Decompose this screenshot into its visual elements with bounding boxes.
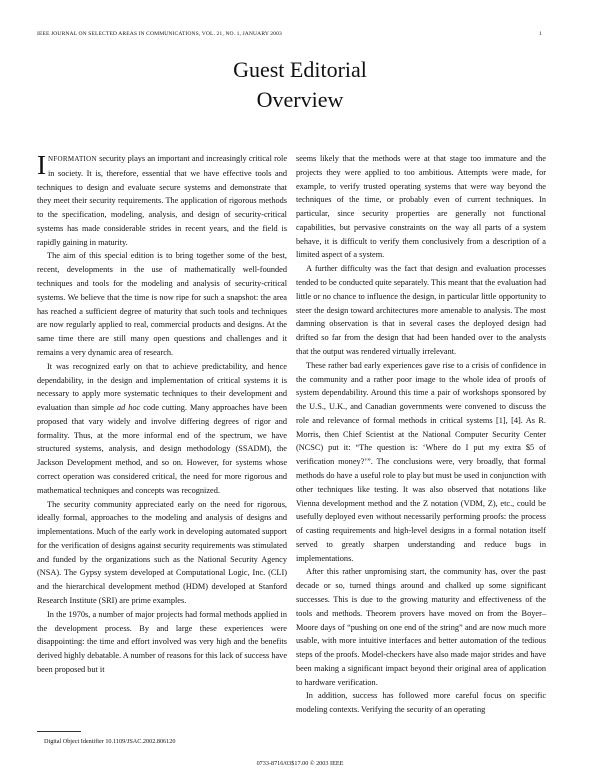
title-line-1: Guest Editorial — [233, 57, 367, 82]
right-column — [296, 152, 546, 717]
paragraph-8: These rather bad early experiences gave rise to a crisis of confidence in the community and a rather poor image to the whole idea of proofs of system dependability. Around this time a pair of workshops sponsored by the U.S., U.K., and Canadian governments were convened to discuss the role and relevance of formal methods in critical systems [1], [4]. As R. Morris, then Chief Scientist at the National Computer Security Center (NCSC) put it: “The question is: ‘Where do I put my extra $5 of verification money?’”. The conclusions were, very broadly, that formal methods do have a useful role to play but must be used in conjunction with other techniques like testing. It was also observed that notations like Vienna development method and the Z notation (VDM, Z), etc., could be usefully deployed even without necessarily performing proofs: the process of casting requirements and high-level designs in a formal notation itself served to greatly sharpen understanding and reduce bugs in implementations. — [296, 360, 546, 563]
title-line-2: Overview — [256, 87, 344, 112]
journal-header: IEEE JOURNAL ON SELECTED AREAS IN COMMUNICATIONS, VOL. 21, NO. 1, JANUARY 2003 — [37, 31, 282, 37]
paragraph-10: In addition, success has followed more careful focus on specific modeling contexts. Verifying the security of an operating — [296, 691, 546, 715]
paragraph-2: The aim of this special edition is to bring together some of the best, recent, developments in the use of mathematically well-founded techniques and tools for the modeling and analysis of security-critical systems. We believe that the time is now ripe for such a snapshot: the area has reached a sufficient degree of maturity that such tools and techniques are now regularly applied to real, commercial products and designs. At the same time there are still many open questions and challenges and it remains a very dynamic area of research. — [37, 251, 287, 357]
paragraph-7: A further difficulty was the fact that design and evaluation processes tended to be conducted quite separately. This meant that the evaluation had little or no chance to influence the design, in particular little opportunity to steer the design toward architectures more amenable to analysis. The most damning observation is that in several cases the deployed design had drifted so far from the design that had been handed over to the analysts that the output was rendered virtually irrelevant. — [296, 264, 546, 356]
paragraph-1 — [37, 152, 287, 249]
footnote-rule — [37, 731, 81, 732]
paragraph-9: After this rather unpromising start, the community has, over the past decade or so, turned things around and chalked up some significant successes. This is due to the growing maturity and effectiveness of the tools and methods. Theorem provers have moved on from the Boyer–Moore days of “pushing on one end of the string” and are now much more usable, with more intuitive interfaces and better automation of the tedious steps of the proofs. Model-checkers have also made major strides and have been making a significant impact beyond their original area of application to hardware verification. — [296, 567, 546, 687]
drop-cap: I — [37, 150, 46, 180]
running-header — [37, 31, 542, 37]
lead-smallcaps: NFORMATION — [48, 155, 97, 163]
paragraph-3-text-a: It was recognized early on that to achieve predictability, and hence dependability, in the design and implementation of critical systems it is necessary to apply more systematic techniques to their development and evaluation than simple — [37, 361, 287, 413]
copyright-footer: 0733-8716/03$17.00 © 2003 IEEE — [256, 760, 344, 767]
left-column — [37, 152, 287, 677]
page-number: 1 — [539, 31, 542, 37]
paragraph-4: The security community appreciated early on the need for rigorous, ideally formal, approaches to the modeling and analysis of designs and implementations. Much of the early work in developing automated support for the verification of designs against security requirements was stimulated and funded by the organizations such as the National Security Agency (NSA). The Gypsy system developed at Computational Logic, Inc. (CLI) and the hierarchical development method (HDM) developed at Stanford Research Institute (SRI) are prime examples. — [37, 499, 287, 605]
paragraph-1-text: security plays an important and increasingly critical role in society. It is, therefore, essential that we have effective tools and techniques to design and evaluate secure systems and demonstrate that they meet their security requirements. The application of rigorous methods to the specification, modeling, analysis, and design of security-critical systems has made considerable strides in recent years, and the field is rapidly gaining in maturity. — [37, 154, 287, 247]
doi-footnote: Digital Object Identifier 10.1109/JSAC.2002.806120 — [44, 738, 176, 745]
paragraph-3 — [37, 360, 287, 498]
paragraph-3-italic: ad hoc — [116, 403, 141, 413]
paragraph-5: In the 1970s, a number of major projects had formal methods applied in the development process. By and large these experiences were disappointing: the time and effort involved was very high and the benefits derived highly debatable. A number of reasons for this lack of success have been proposed but it — [37, 609, 287, 674]
article-title — [0, 55, 600, 115]
paragraph-3-text-b: code cutting. Many approaches have been proposed that vary widely and involve differing degrees of rigor and formality. Thus, at the more informal end of the spectrum, we have structured systems, analysis, and design methodology (SSADM), the Jackson Development method, and so on. However, for systems whose correct operation was considered critical, the need for more rigorous and mathematical techniques and concepts was recognized. — [37, 403, 287, 495]
paragraph-6: seems likely that the methods were at that stage too immature and the projects they were applied to too ambitious. Attempts were made, for example, to verify trusted operating systems that were way beyond the techniques of the time, or probably even of current techniques. In particular, since security properties are generally not functional capabilities, but pervasive constraints on the way all parts of a system behave, it is difficult to verify them conclusively from a description of a limited aspect of a system. — [296, 154, 546, 260]
